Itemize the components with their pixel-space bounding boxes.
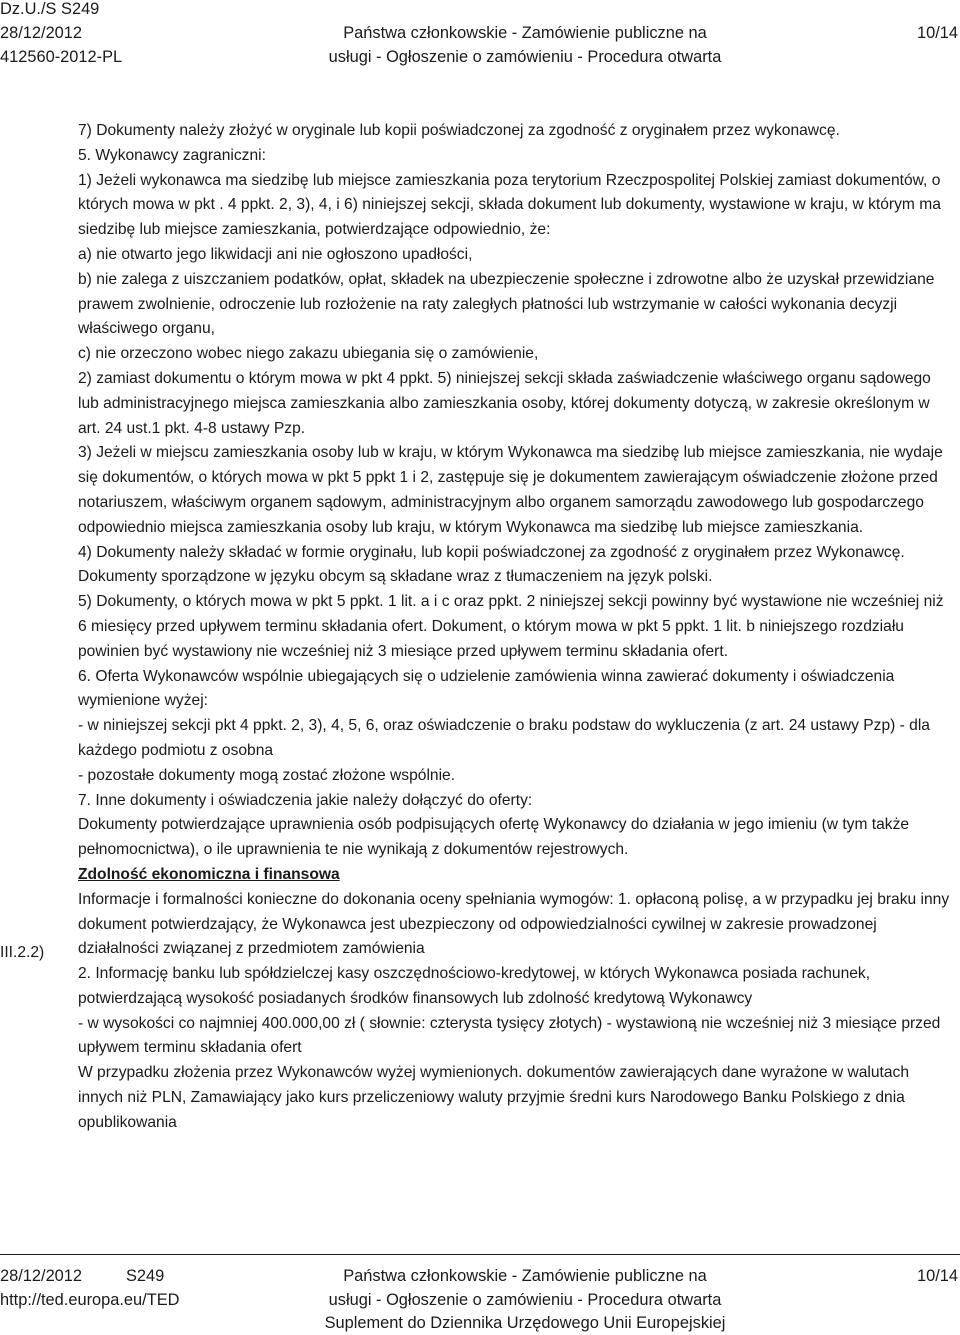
paragraph: 4) Dokumenty należy składać w formie oryginału, lub kopii poświadczonej za zgodność z oryginałem przez Wykonawcę. Dokumenty sporządzone w języku obcym są składane wraz z tłumaczeniem na język polski. [78, 543, 905, 586]
header-page-number: 10/14 [916, 24, 958, 42]
footer-page-number: 10/14 [916, 1267, 958, 1285]
footer-row-2 [0, 1288, 960, 1312]
footer-title-line1: Państwa członkowskie - Zamówienie publiczne na [343, 1267, 707, 1285]
paragraph: 5) Dokumenty, o których mowa w pkt 5 ppkt. 1 lit. a i c oraz ppkt. 2 niniejszej sekcji powinny być wystawione nie wcześniej niż 6 miesięcy przed upływem terminu składania ofert. Dokument, o którym mowa w pkt 5 ppkt. 1 lit. b niniejszego rozdziału powinien być wystawiony nie wcześniej niż 3 miesiące przed upływem terminu składania ofert. [78, 593, 944, 660]
footer-title-line2: usługi - Ogłoszenie o zamówieniu - Procedura otwarta [328, 1291, 722, 1309]
header-doc-id: 412560-2012-PL [0, 48, 123, 66]
header-title-line1: Państwa członkowskie - Zamówienie publiczne na [343, 24, 707, 42]
paragraph: 3) Jeżeli w miejscu zamieszkania osoby lub w kraju, w którym Wykonawca ma siedzibę lub miejsce zamieszkania, nie wydaje się dokumentów, o których mowa w pkt 5 ppkt 1 i 2, zastępuje się je dokumentem zawierającym oświadczenie złożone przed notariuszem, właściwym organem sądowym, administracyjnym albo organem samorządu zawodowego lub gospodarczego odpowiednio miejsca zamieszkania osoby lub kraju, w którym Wykonawca ma siedzibę lub miejsce zamieszkania. [78, 444, 943, 536]
footer-divider [0, 1254, 960, 1255]
paragraph: 5. Wykonawcy zagraniczni: [78, 146, 266, 164]
section-number: III.2.2) [0, 944, 45, 961]
paragraph: 1) Jeżeli wykonawca ma siedzibę lub miejsce zamieszkania poza terytorium Rzeczpospolitej Polskiej zamiast dokumentów, o których mowa w pkt . 4 ppkt. 2, 3), 4, i 6) niniejszej sekcji, składa dokument lub dokumenty, wystawione w kraju, w którym ma siedzibę lub miejsce zamieszkania, potwierdzające odpowiednio, że: [78, 171, 941, 239]
footer-row-3 [0, 1311, 960, 1335]
paragraph: - w niniejszej sekcji pkt 4 ppkt. 2, 3), 4, 5, 6, oraz oświadczenie o braku podstaw do wykluczenia (z art. 24 ustawy Pzp) - dla każdego podmiotu z osobna [78, 717, 930, 759]
header-row-3 [0, 45, 960, 69]
paragraph: 7. Inne dokumenty i oświadczenia jakie należy dołączyć do oferty: [78, 791, 533, 809]
header-row-1 [0, 0, 960, 21]
document-body [78, 119, 952, 1136]
header-date: 28/12/2012 [0, 24, 83, 42]
footer-title-line3: Suplement do Dziennika Urzędowego Unii Europejskiej [324, 1314, 726, 1332]
paragraph: 7) Dokumenty należy złożyć w oryginale lub kopii poświadczonej za zgodność z oryginałem przez wykonawcę. [78, 122, 840, 139]
paragraph: c) nie orzeczono wobec niego zakazu ubiegania się o zamówienie, [78, 345, 539, 363]
paragraph: 2. Informację banku lub spółdzielczej kasy oszczędnościowo-kredytowej, w których Wykonawca posiada rachunek, potwierdzającą wysokość posiadanych środków finansowych lub zdolność kredytową Wykonawcy [78, 965, 871, 1007]
footer-url[interactable]: http://ted.europa.eu/TED [0, 1291, 180, 1309]
header-journal: Dz.U./S S249 [0, 0, 100, 18]
paragraph: 2) zamiast dokumentu o którym mowa w pkt 4 ppkt. 5) niniejszej sekcji składa zaświadczenie właściwego organu sądowego lub administracyjnego miejsca zamieszkania albo zamieszkania osoby, której dokumenty dotyczą, w zakresie określonym w art. 24 ust.1 pkt. 4-8 ustawy Pzp. [78, 369, 931, 437]
paragraph: - w wysokości co najmniej 400.000,00 zł ( słownie: czterysta tysięcy złotych) - wystawioną nie wcześniej niż 3 miesiące przed upływem terminu składania ofert [78, 1014, 941, 1057]
footer-row-1 [0, 1264, 960, 1288]
section-title: Zdolność ekonomiczna i finansowa [78, 865, 340, 883]
paragraph: - pozostałe dokumenty mogą zostać złożone wspólnie. [78, 766, 456, 784]
paragraph: Informacje i formalności konieczne do dokonania oceny spełniania wymogów: 1. opłaconą polisę, a w przypadku jej braku inny dokument potwierdzający, że Wykonawca jest ubezpieczony od odpowiedzialności cywilnej w zakresie prowadzonej działalności związanej z przedmiotem zamówienia [78, 890, 950, 958]
header-title-line2: usługi - Ogłoszenie o zamówieniu - Procedura otwarta [328, 48, 722, 66]
footer-date: 28/12/2012 [0, 1267, 83, 1285]
header-row-2 [0, 21, 960, 45]
footer-issue: S249 [126, 1267, 165, 1285]
paragraph: 6. Oferta Wykonawców wspólnie ubiegających się o udzielenie zamówienia winna zawierać dokumenty i oświadczenia wymienione wyżej: [78, 667, 895, 710]
paragraph: a) nie otwarto jego likwidacji ani nie ogłoszono upadłości, [78, 245, 473, 263]
paragraph: Dokumenty potwierdzające uprawnienia osób podpisujących ofertę Wykonawcy do działania w jego imieniu (w tym także pełnomocnictwa), o ile uprawnienia te nie wynikają z dokumentów rejestrowych. [78, 816, 910, 859]
paragraph: W przypadku złożenia przez Wykonawców wyżej wymienionych. dokumentów zawierających dane wyrażone w walutach innych niż PLN, Zamawiający jako kurs przeliczeniowy waluty przyjmie średni kurs Narodowego Banku Polskiego z dnia opublikowania [78, 1064, 910, 1131]
paragraph: b) nie zalega z uiszczaniem podatków, opłat, składek na ubezpieczenie społeczne i zdrowotne albo że uzyskał przewidziane prawem zwolnienie, odroczenie lub rozłożenie na raty zaległych płatności lub wstrzymanie w całości wykonania decyzji właściwego organu, [78, 270, 935, 338]
